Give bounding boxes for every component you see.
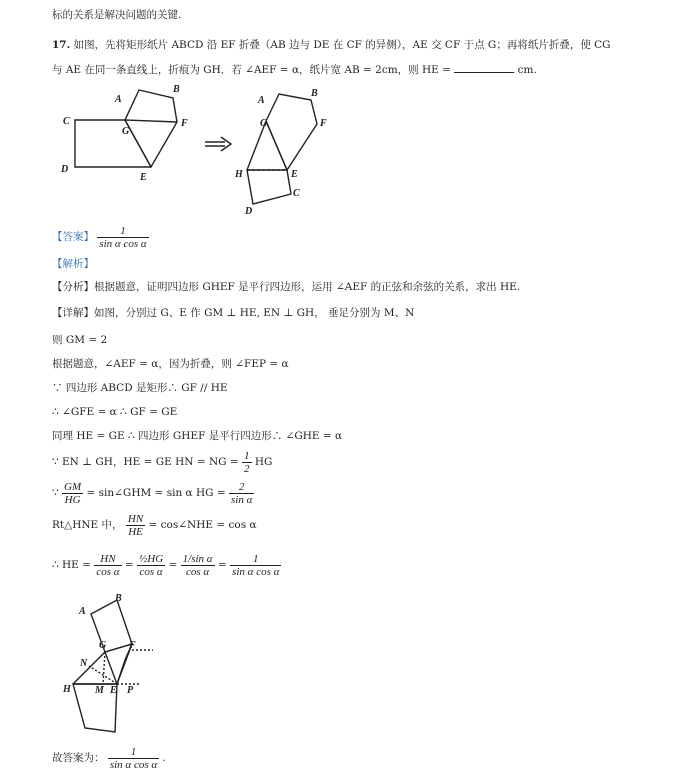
svg-text:B: B (311, 88, 318, 99)
svg-text:F: F (181, 118, 188, 129)
svg-text:E: E (110, 685, 117, 696)
step-2: 根据题意，∠AEF = α，因为折叠，则 ∠FEP = α (52, 358, 289, 370)
svg-text:E: E (140, 172, 147, 183)
step-8: Rt△HNE 中， $\frac{HN}{HE}$ = cos∠NHE = cos α (52, 512, 257, 538)
figure-fold (55, 80, 355, 215)
svg-text:N: N (80, 658, 88, 669)
problem-text-2: 与 AE 在同一条直线上，折痕为 GH．若 ∠AEF = α，纸片宽 AB = 2cm，则 HE = (52, 64, 451, 76)
step-7: ∵ $\frac{GM}{HG}$ = sin∠GHM = sin α HG = $\frac{2}{\text{sin α}}$ (52, 480, 253, 506)
final-fraction: $\frac{1}{\text{sin α cos α}}$ (109, 745, 158, 771)
answer-line (52, 224, 149, 250)
svg-text:D: D (61, 164, 69, 175)
step-3: ∵ 四边形 ABCD 是矩形∴ GF // HE (52, 382, 228, 394)
svg-text:P: P (127, 685, 134, 696)
problem-text-1: 如图，先将矩形纸片 ABCD 沿 EF 折叠（AB 边与 DE 在 CF 的异侧），AE 交 CF 于点 G；再将纸片折叠，使 CG (73, 39, 611, 51)
rectangle-left-part (75, 120, 151, 167)
svg-text:B: B (173, 84, 180, 95)
svg-text:D: D (245, 206, 253, 215)
problem-line-2 (52, 62, 537, 77)
figure-proof (55, 592, 165, 737)
detail-line: 【详解】如图，分别过 G、E 作 GM ⊥ HE, EN ⊥ GH， 垂足分别为 M、N (52, 307, 415, 319)
svg-text:G: G (122, 126, 130, 137)
intro-line: 标的关系是解决问题的关键. (52, 9, 182, 21)
step-6: ∵ EN ⊥ GH，HE = GE HN = NG = $\frac{1}{2}$ HG (52, 449, 273, 475)
svg-text:M: M (95, 685, 104, 696)
label: A (115, 94, 122, 105)
figure-proof-labels (62, 593, 136, 696)
analysis-tag: 【解析】 (52, 258, 94, 270)
problem-line-1 (52, 38, 611, 52)
step-5: 同理 HE = GE ∴ 四边形 GHEF 是平行四边形∴ ∠GHE = α (52, 430, 343, 442)
problem-unit: cm. (517, 64, 537, 76)
frac-gm-hg: $\frac{GM}{HG}$ (64, 480, 82, 506)
svg-text:F: F (129, 640, 136, 651)
svg-text:H: H (63, 684, 71, 695)
answer-tag: 【答案】 (52, 231, 94, 243)
svg-text:G: G (260, 118, 268, 129)
analysis-line: 【分析】根据题意，证明四边形 GHEF 是平行四边形，运用 ∠AEF 的正弦和余弦的关系，求出 HE. (52, 281, 521, 293)
svg-text:F: F (320, 118, 327, 129)
svg-text:E: E (291, 169, 298, 180)
step-4: ∴ ∠GFE = α ∴ GF = GE (52, 406, 178, 418)
frac-half: $\frac{1}{2}$ (244, 449, 250, 475)
answer-fraction: $\frac{1}{\text{sin α cos α}}$ (99, 224, 147, 250)
svg-text:H: H (235, 169, 243, 180)
final-answer-line: 故答案为： $\frac{1}{\text{sin α cos α}}$ . (52, 745, 166, 771)
step-9: ∴ HE = $\frac{HN}{\text{cos α}}$ = $\frac{\text{½HG}}{\text{cos α}}$ = $\frac{\text{1/sin α}}{\text{cos α}}$ = $\frac{1}{\text{sin α cos α}}$ (52, 552, 280, 578)
svg-text:C: C (63, 116, 70, 127)
svg-text:A: A (79, 606, 86, 617)
answer-blank (454, 62, 514, 73)
problem-number: 17. (52, 39, 71, 51)
svg-text:B: B (115, 593, 122, 604)
svg-text:C: C (293, 188, 300, 199)
frac-hn-he: $\frac{HN}{HE}$ (127, 512, 144, 538)
svg-text:G: G (99, 640, 107, 651)
step-1: 则 GM = 2 (52, 334, 108, 346)
frac-two-sin: $\frac{2}{\text{sin α}}$ (231, 480, 253, 506)
figure-left-labels (60, 84, 188, 183)
svg-text:A: A (258, 95, 265, 106)
